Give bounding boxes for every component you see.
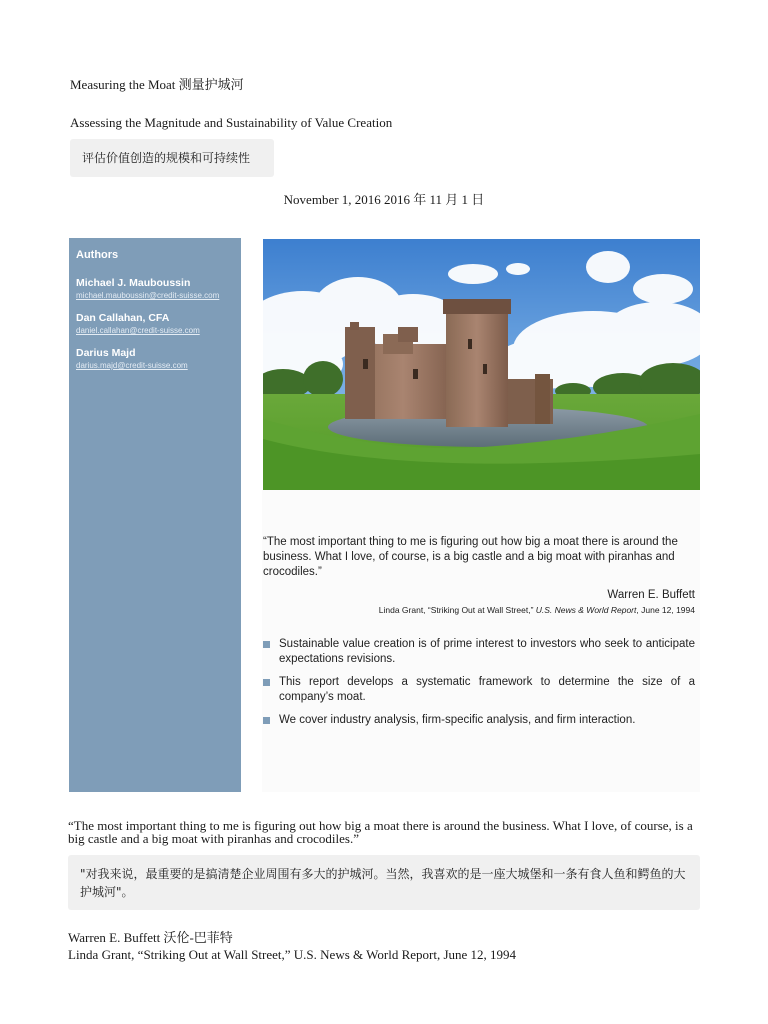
summary-bullets [263,637,695,736]
quote-translation: "对我来说，最重要的是搞清楚企业周围有多大的护城河。当然，我喜欢的是一座大城堡和一条有食人鱼和鳄鱼的大护城河"。 [68,855,700,910]
author-name: Darius Majd [76,347,136,359]
bullet-item [263,675,695,705]
author-name: Michael J. Mauboussin [76,277,191,289]
square-bullet-icon [263,679,270,686]
source-publication: U.S. News & World Report [535,605,637,615]
body-quote: “The most important thing to me is figuring out how big a moat there is around the business. What I love, of course, is a big castle and a big moat with piranhas and crocodiles.” [68,818,693,846]
publication-date: November 1, 2016 2016 年 11 月 1 日 [283,192,485,207]
authors-heading: Authors [76,249,119,261]
source-prefix: Linda Grant, “Striking Out at Wall Street,” [378,605,536,615]
castle-with-moat-photo [263,239,700,490]
cover-quote-author: Warren E. Buffett [607,589,695,601]
attribution-author: Warren E. Buffett 沃伦-巴菲特 [68,930,233,945]
attribution-source: Linda Grant, “Striking Out at Wall Street,” U.S. News & World Report, June 12, 1994 [68,947,517,962]
bullet-text: This report develops a systematic framework to determine the size of a company’s moat. [279,676,695,703]
document-subtitle: Assessing the Magnitude and Sustainability of Value Creation [70,115,393,130]
author-name: Dan Callahan, CFA [76,312,170,324]
cover-quote: “The most important thing to me is figuring out how big a moat there is around the business. What I love, of course, is a big castle and a big moat with piranhas and crocodiles.” [263,536,678,578]
square-bullet-icon [263,717,270,724]
author-email-link[interactable]: daniel.callahan@credit-suisse.com [76,326,200,335]
source-date: , June 12, 1994 [636,605,695,615]
author-email-link[interactable]: michael.mauboussin@credit-suisse.com [76,291,220,300]
document-title: Measuring the Moat 测量护城河 [70,77,244,92]
authors-panel [69,238,241,792]
bullet-text: We cover industry analysis, firm-specific analysis, and firm interaction. [279,714,636,726]
cover-quote-source [263,605,695,616]
square-bullet-icon [263,641,270,648]
bullet-item [263,637,695,667]
subtitle-translation: 评估价值创造的规模和可持续性 [70,139,274,177]
author-email-link[interactable]: darius.majd@credit-suisse.com [76,361,188,370]
bullet-item [263,713,695,728]
bullet-text: Sustainable value creation is of prime interest to investors who seek to anticipate expectations revisions. [279,638,695,665]
